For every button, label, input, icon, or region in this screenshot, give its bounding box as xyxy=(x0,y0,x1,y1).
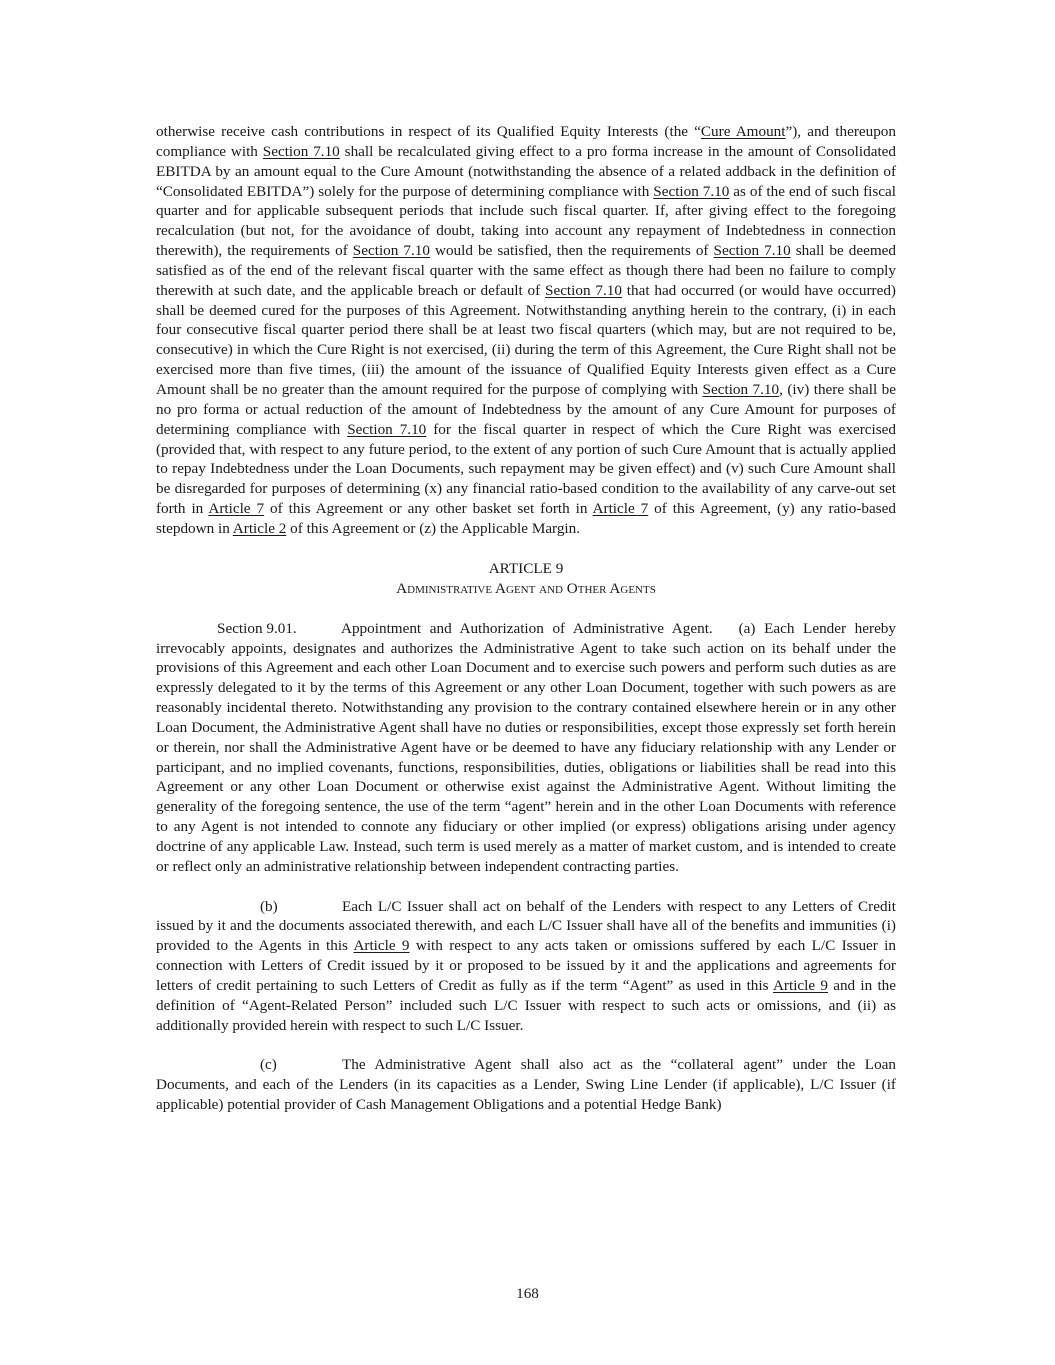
text-run: as of the end of such fiscal quarter and for applicable subsequent periods that include such fiscal quarter. If, after giving effect to the foregoing recalculation (but not, for the avoidance of doubt, taking into account any repayment of Indebtedness in connection therewith), the requirements of xyxy=(156,182,896,260)
text-run: of this Agreement or (z) the Applicable Margin. xyxy=(286,519,581,537)
section-7-10-link[interactable]: Section 7.10 xyxy=(262,142,340,160)
article-2-link[interactable]: Article 2 xyxy=(232,519,287,537)
text-run: would be satisfied, then the requirements of xyxy=(429,242,714,260)
section-heading: Appointment and Authorization of Administrative Agent. xyxy=(341,619,713,637)
article-7-link[interactable]: Article 7 xyxy=(592,500,649,518)
section-number: Section 9.01. xyxy=(217,619,297,637)
subparagraph-label: (b) xyxy=(260,897,278,915)
section-7-10-link[interactable]: Section 7.10 xyxy=(352,242,430,260)
article-9-link[interactable]: Article 9 xyxy=(353,937,410,955)
text-run: and in the definition of “Agent-Related Person” included such L/C Issuer with respect to such acts or omissions, and (ii) as additionally provided herein with respect to such L/C Issuer. xyxy=(156,976,897,1034)
section-9-01-paragraph xyxy=(156,619,896,877)
text-run: shall be deemed satisfied as of the end of the relevant fiscal quarter with the same effect as though there had been no failure to comply therewith at such date, and the applicable breach or default of xyxy=(156,242,897,299)
text-run: otherwise receive cash contributions in respect of its Qualified Equity Interests (the “ xyxy=(156,123,701,140)
text-run: of this Agreement or any other basket set forth in xyxy=(264,500,593,518)
text-run: , (iv) there shall be no pro forma or actual reduction of the amount of Indebtedness by the amount of any Cure Amount for purposes of determining compliance with xyxy=(156,380,896,438)
article-number: ARTICLE 9 xyxy=(488,559,564,577)
text-run: with respect to any acts taken or omissions suffered by each L/C Issuer in connection with Letters of Credit issued by it or proposed to be issued by it and the applications and agreements for letters of credit pertaining to such Letters of Credit as fully as if the term “Agent” as used in this xyxy=(156,937,896,994)
cure-right-continuation-paragraph xyxy=(156,122,896,539)
subparagraph-b xyxy=(156,897,896,1036)
article-9-link[interactable]: Article 9 xyxy=(772,976,828,994)
subparagraph-c xyxy=(156,1055,896,1115)
text-run: ”), and thereupon compliance with xyxy=(156,123,896,160)
text-run: shall be recalculated giving effect to a pro forma increase in the amount of Consolidated EBITDA by an amount equal to the Cure Amount (notwithstanding the absence of a related addback in the definition of “Consolidated EBITDA”) solely for the purpose of determining compliance with xyxy=(156,142,896,200)
text-run: of this Agreement, (y) any ratio-based stepdown in xyxy=(156,500,896,537)
section-7-10-link[interactable]: Section 7.10 xyxy=(713,242,791,260)
article-7-link[interactable]: Article 7 xyxy=(208,500,265,518)
text-run: The Administrative Agent shall also act as the “collateral agent” under the Loan Documents, and each of the Lenders (in its capacities as a Lender, Swing Line Lender (if applicable), L/C Issuer (if applicable) potential provider of Cash Management Obligations and a potential Hedge Bank) xyxy=(156,1056,896,1113)
document-page xyxy=(156,122,896,1115)
article-heading xyxy=(156,559,896,599)
section-7-10-link[interactable]: Section 7.10 xyxy=(545,281,622,299)
page-number: 168 xyxy=(516,1285,539,1302)
text-run: that had occurred (or would have occurred) shall be deemed cured for the purposes of this Agreement. Notwithstanding anything herein to the contrary, (i) in each four consecutive fiscal quarter period there shall be at least two fiscal quarters (which may, but are not required to be, consecutive) in which the Cure Right is not exercised, (ii) during the term of this Agreement, the Cure Right shall not be exercised more than five times, (iii) the amount of the issuance of Qualified Equity Interests given effect as a Cure Amount shall be no greater than the amount required for the purpose of complying with xyxy=(156,281,896,398)
section-7-10-link[interactable]: Section 7.10 xyxy=(347,420,427,438)
section-body-text: (a) Each Lender hereby irrevocably appoints, designates and authorizes the Administrative Agent to take such action on its behalf under the provisions of this Agreement and each other Loan Document and to exercise such powers and perform such duties as are expressly delegated to it by the terms of this Agreement or any other Loan Document, together with such powers as are reasonably incidental thereto. Notwithstanding any provision to the contrary contained elsewhere herein or in any other Loan Document, the Administrative Agent shall have no duties or responsibilities, except those expressly set forth herein or therein, nor shall the Administrative Agent have or be deemed to have any fiduciary relationship with any Lender or participant, and no implied covenants, functions, responsibilities, duties, obligations or liabilities shall be read into this Agreement or any other Loan Document or otherwise exist against the Administrative Agent. Without limiting the generality of the foregoing sentence, the use of the term “agent” herein and in the other Loan Documents with reference to any Agent is not intended to connote any fiduciary or other implied (or express) obligations arising under agency doctrine of any applicable Law. Instead, such term is used merely as a matter of market custom, and is intended to create or reflect only an administrative relationship between independent contracting parties. xyxy=(156,619,896,875)
cure-amount-defined-term: Cure Amount xyxy=(700,123,786,140)
text-run: Each L/C Issuer shall act on behalf of the Lenders with respect to any Letters of Credit issued by it and the documents associated therewith, and each L/C Issuer shall have all of the benefits and immunities (i) provided to the Agents in this xyxy=(156,897,896,955)
section-7-10-link[interactable]: Section 7.10 xyxy=(653,182,730,200)
section-7-10-link[interactable]: Section 7.10 xyxy=(702,380,780,398)
text-run: for the fiscal quarter in respect of which the Cure Right was exercised (provided that, with respect to any future period, to the extent of any portion of such Cure Amount that is actually applied to repay Indebtedness under the Loan Documents, such repayment may be given effect) and (v) such Cure Amount shall be disregarded for purposes of determining (x) any financial ratio-based condition to the availability of any carve-out set forth in xyxy=(156,420,896,518)
subparagraph-label: (c) xyxy=(260,1056,277,1074)
article-title: Administrative Agent and Other Agents xyxy=(396,579,656,597)
